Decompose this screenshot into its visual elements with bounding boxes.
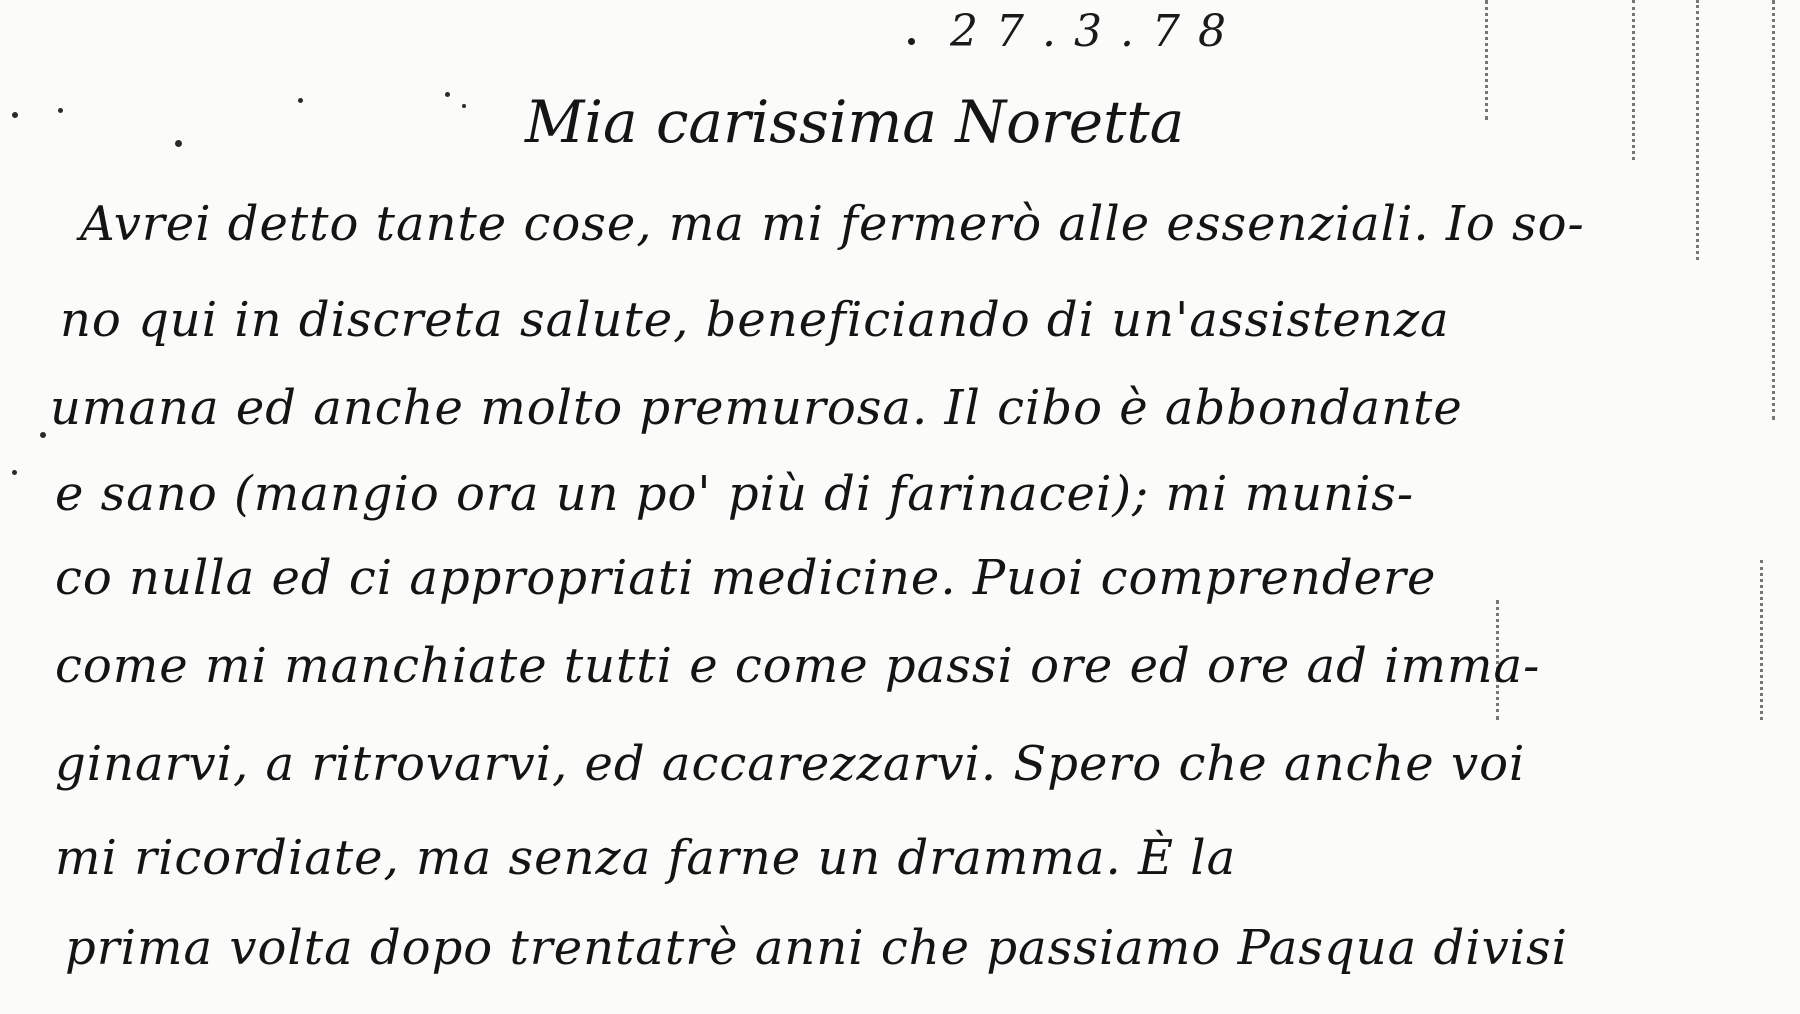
- fold-mark: [1760, 560, 1763, 720]
- ink-speck: [175, 140, 182, 147]
- date-bullet: [908, 38, 915, 45]
- letter-line: umana ed anche molto premurosa. Il cibo è abbondante: [50, 380, 1463, 436]
- ink-speck: [298, 98, 303, 103]
- letter-date: 27.3.78: [950, 6, 1244, 57]
- ink-speck: [12, 470, 17, 475]
- ink-speck: [462, 104, 466, 108]
- ink-speck: [40, 432, 46, 438]
- letter-line: e sano (mangio ora un po' più di farinacei); mi munis-: [55, 466, 1415, 522]
- ink-speck: [12, 112, 18, 118]
- fold-mark: [1772, 0, 1775, 420]
- ink-speck: [445, 92, 450, 97]
- letter-salutation: Mia carissima Noretta: [525, 88, 1185, 156]
- letter-line: Avrei detto tante cose, ma mi fermerò alle essenziali. Io so-: [80, 196, 1585, 252]
- letter-line: come mi manchiate tutti e come passi ore ed ore ad imma-: [55, 638, 1541, 694]
- letter-line: ginarvi, a ritrovarvi, ed accarezzarvi. Spero che anche voi: [55, 736, 1526, 792]
- letter-line: no qui in discreta salute, beneficiando di un'assistenza: [60, 292, 1450, 348]
- fold-mark: [1632, 0, 1635, 160]
- letter-line: co nulla ed ci appropriati medicine. Puoi comprendere: [55, 550, 1437, 606]
- letter-line: prima volta dopo trentatrè anni che passiamo Pasqua divisi: [65, 920, 1569, 976]
- ink-speck: [58, 108, 63, 113]
- fold-mark: [1485, 0, 1488, 120]
- fold-mark: [1696, 0, 1699, 260]
- letter-line: mi ricordiate, ma senza farne un dramma. È la: [55, 830, 1237, 886]
